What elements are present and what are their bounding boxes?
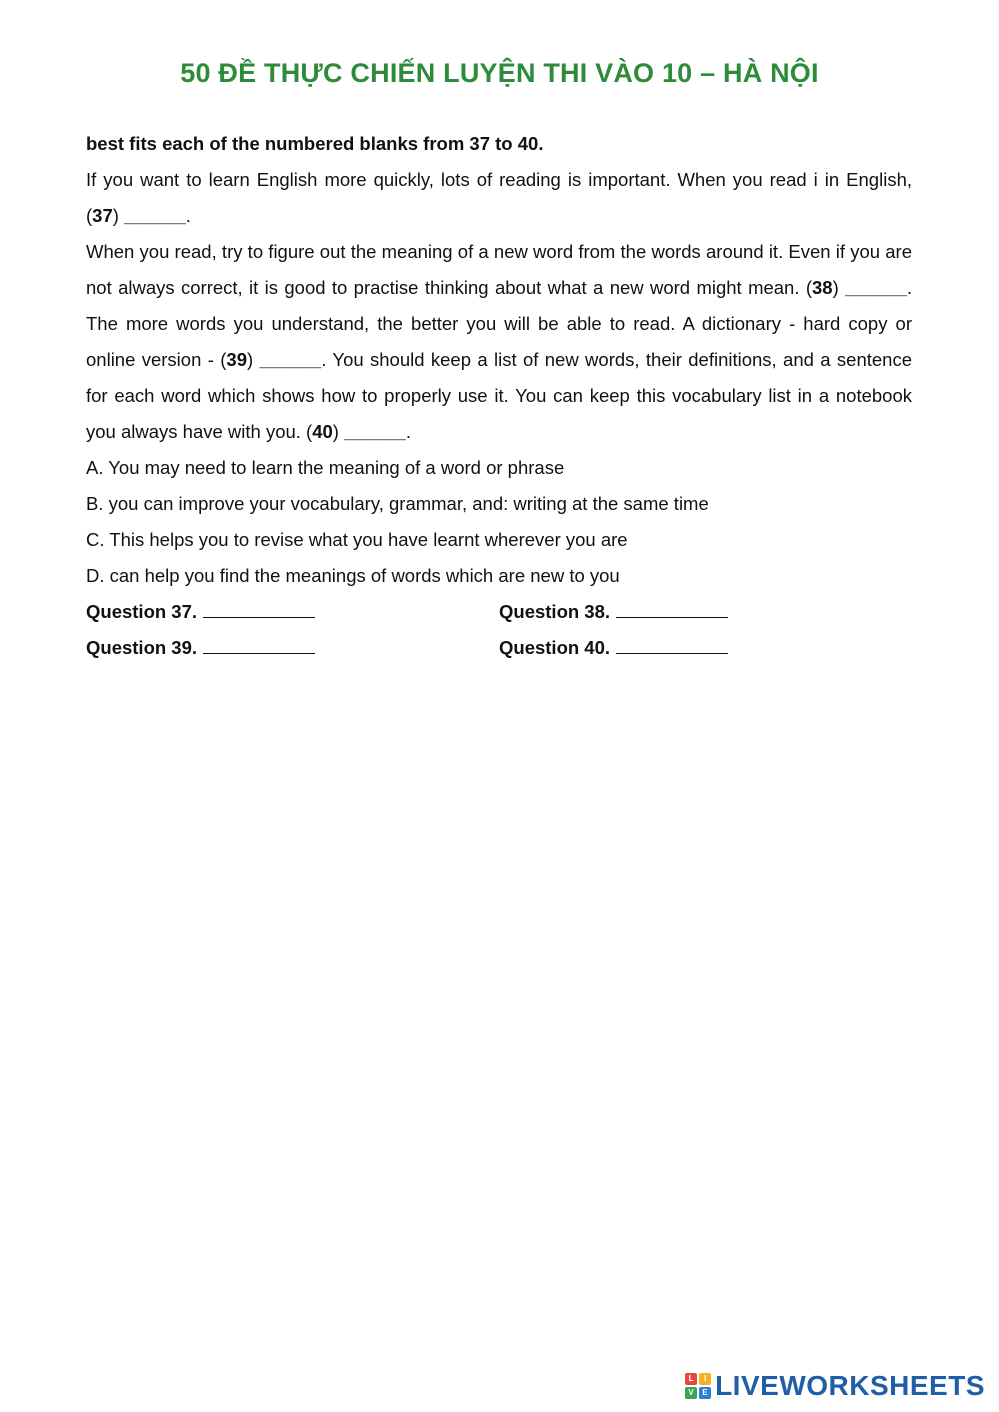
answer-input-37[interactable] xyxy=(203,603,315,618)
paren: ) xyxy=(832,277,839,298)
page-title: 50 ĐỀ THỰC CHIẾN LUYỆN THI VÀO 10 – HÀ NỘI xyxy=(180,58,819,88)
logo-mark-icon xyxy=(685,1373,711,1399)
logo-text: LIVEWORKSHEETS xyxy=(715,1370,985,1401)
answer-37 xyxy=(86,594,499,630)
passage-text: When you read, try to figure out the meaning of a new word from the words around it. Even if you are not always correct, it is good to practise thinking about what a new word might mean. ( xyxy=(86,241,912,298)
passage-text: . The more words you understand, the better you will be able to read. A dictionary - hard copy or online version - ( xyxy=(86,277,913,370)
logo-mark-cell: I xyxy=(699,1373,711,1385)
instruction-text: best fits each of the numbered blanks from 37 to 40. xyxy=(86,133,544,154)
answer-input-40[interactable] xyxy=(616,639,728,654)
answer-input-39[interactable] xyxy=(203,639,315,654)
blank-number-37: 37 xyxy=(92,205,113,226)
option-d: D. can help you find the meanings of words which are new to you xyxy=(86,565,620,586)
answer-label-39: Question 39. xyxy=(86,637,198,658)
option-c: C. This helps you to revise what you have learnt wherever you are xyxy=(86,529,628,550)
passage-text: If you want to learn English more quickly, lots of reading is important. When you read i in English, ( xyxy=(86,169,912,226)
answer-38 xyxy=(499,594,912,630)
passage-text: . You should keep a list of new words, their definitions, and a sentence for each word which shows how to properly use it. You can keep this vocabulary list in a notebook you always have with you. ( xyxy=(86,349,912,442)
logo-mark-cell: L xyxy=(685,1373,697,1385)
answer-label-37: Question 37. xyxy=(86,601,198,622)
period: . xyxy=(405,421,411,442)
logo-mark-cell: E xyxy=(699,1387,711,1399)
answer-label-40: Question 40. xyxy=(499,637,611,658)
paren: ) xyxy=(247,349,254,370)
blank-number-38: 38 xyxy=(812,277,833,298)
answer-label-38: Question 38. xyxy=(499,601,611,622)
answer-39 xyxy=(86,630,499,666)
answer-row-1 xyxy=(86,594,912,630)
answer-row-2 xyxy=(86,630,912,666)
logo-mark-cell: V xyxy=(685,1387,697,1399)
paren: ) xyxy=(112,205,119,226)
blank-number-40: 40 xyxy=(312,421,333,442)
worksheet-content xyxy=(86,126,912,666)
answer-40 xyxy=(499,630,912,666)
blank-40[interactable]: ______ xyxy=(344,421,406,442)
option-b: B. you can improve your vocabulary, grammar, and: writing at the same time xyxy=(86,493,709,514)
paren: ) xyxy=(332,421,339,442)
option-a: A. You may need to learn the meaning of a word or phrase xyxy=(86,457,565,478)
period: . xyxy=(185,205,191,226)
blank-38[interactable]: ______ xyxy=(845,277,907,298)
liveworksheets-logo[interactable] xyxy=(685,1370,985,1402)
blank-39[interactable]: ______ xyxy=(259,349,322,370)
blank-37[interactable]: ______ xyxy=(124,205,186,226)
passage-paragraph-1 xyxy=(86,162,912,234)
blank-number-39: 39 xyxy=(226,349,247,370)
answer-input-38[interactable] xyxy=(616,603,728,618)
passage-paragraph-2 xyxy=(86,234,912,450)
